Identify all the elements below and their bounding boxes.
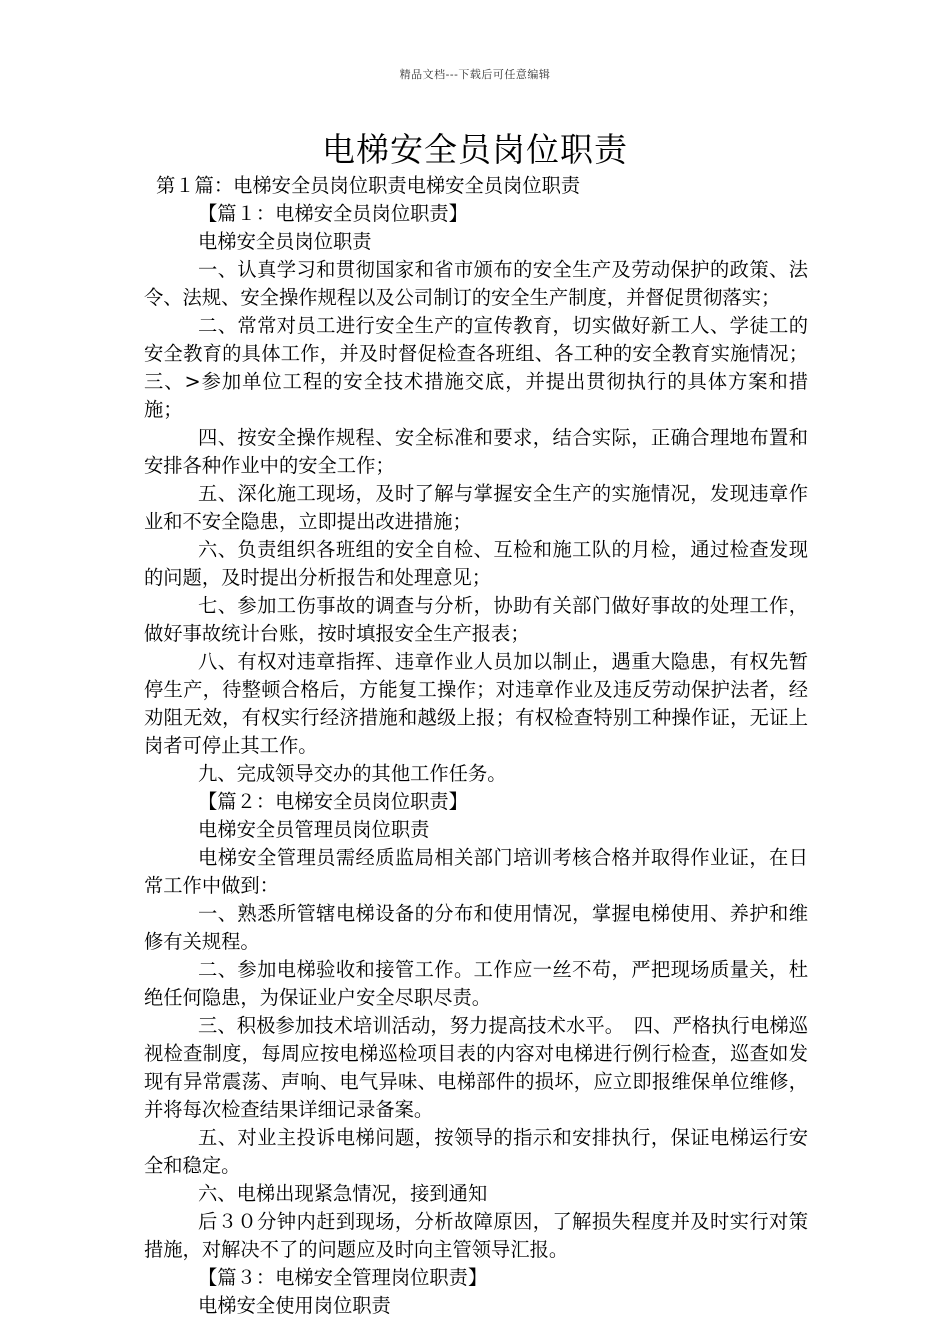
paragraph-article-heading: 【篇３：电梯安全管理岗位职责】	[198, 1266, 488, 1289]
paragraph: 二、常常对员工进行安全生产的宣传教育，切实做好新工人、学徒工的安全教育的具体工作，并及时督促检查各班组、各工种的安全教育实施情况；三、>参加单位工程的安全技术措施交底，并提出贯彻执行的具体方案和措施；	[144, 314, 808, 421]
paragraph-subtitle: 电梯安全使用岗位职责	[198, 1294, 391, 1317]
paragraph: 一、熟悉所管辖电梯设备的分布和使用情况，掌握电梯使用、养护和维修有关规程。	[144, 902, 808, 953]
paragraph-article-heading: 【篇１：电梯安全员岗位职责】	[198, 202, 468, 225]
paragraph: 一、认真学习和贯彻国家和省市颁布的安全生产及劳动保护的政策、法令、法规、安全操作规程以及公司制订的安全生产制度，并督促贯彻落实；	[144, 258, 808, 309]
paragraph-article-heading: 【篇２：电梯安全员岗位职责】	[198, 790, 468, 813]
paragraph: 二、参加电梯验收和接管工作。工作应一丝不苟，严把现场质量关，杜绝任何隐患，为保证业户安全尽职尽责。	[144, 958, 808, 1009]
document-title: 电梯安全员岗位职责	[322, 130, 628, 169]
paragraph: 后３０分钟内赶到现场，分析故障原因，了解损失程度并及时实行对策措施，对解决不了的问题应及时向主管领导汇报。	[144, 1210, 808, 1261]
header-note: 精品文档---下载后可任意编辑	[399, 68, 551, 81]
paragraph: 八、有权对违章指挥、违章作业人员加以制止，遇重大隐患，有权先暂停生产，待整顿合格后，方能复工操作；对违章作业及违反劳动保护法者，经劝阻无效，有权实行经济措施和越级上报；有权检查特别工种操作证，无证上岗者可停止其工作。	[144, 650, 808, 757]
paragraph: 五、对业主投诉电梯问题，按领导的指示和安排执行，保证电梯运行安全和稳定。	[144, 1126, 808, 1177]
paragraph: 六、负责组织各班组的安全自检、互检和施工队的月检，通过检查发现的问题，及时提出分析报告和处理意见；	[144, 538, 808, 589]
paragraph: 九、完成领导交办的其他工作任务。	[198, 762, 507, 785]
paragraph: 五、深化施工现场，及时了解与掌握安全生产的实施情况，发现违章作业和不安全隐患，立即提出改进措施；	[144, 482, 808, 533]
paragraph: 三、积极参加技术培训活动，努力提高技术水平。 四、严格执行电梯巡视检查制度，每周应按电梯巡检项目表的内容对电梯进行例行检查，巡查如发现有异常震荡、声响、电气异味、电梯部件的损坏，应立即报维保单位维修，并将每次检查结果详细记录备案。	[144, 1014, 808, 1121]
paragraph: 电梯安全管理员需经质监局相关部门培训考核合格并取得作业证，在日常工作中做到：	[144, 846, 808, 897]
paragraph: 六、电梯出现紧急情况，接到通知	[198, 1182, 488, 1205]
paragraph-subtitle: 电梯安全员岗位职责	[198, 230, 372, 253]
paragraph: 四、按安全操作规程、安全标准和要求，结合实际，正确合理地布置和安排各种作业中的安全工作；	[144, 426, 808, 477]
document-body	[144, 172, 808, 1320]
paragraph-section-heading: 第１篇：电梯安全员岗位职责电梯安全员岗位职责	[156, 174, 581, 197]
paragraph: 七、参加工伤事故的调查与分析，协助有关部门做好事故的处理工作，做好事故统计台账，按时填报安全生产报表；	[144, 594, 808, 645]
paragraph-subtitle: 电梯安全员管理员岗位职责	[198, 818, 430, 841]
